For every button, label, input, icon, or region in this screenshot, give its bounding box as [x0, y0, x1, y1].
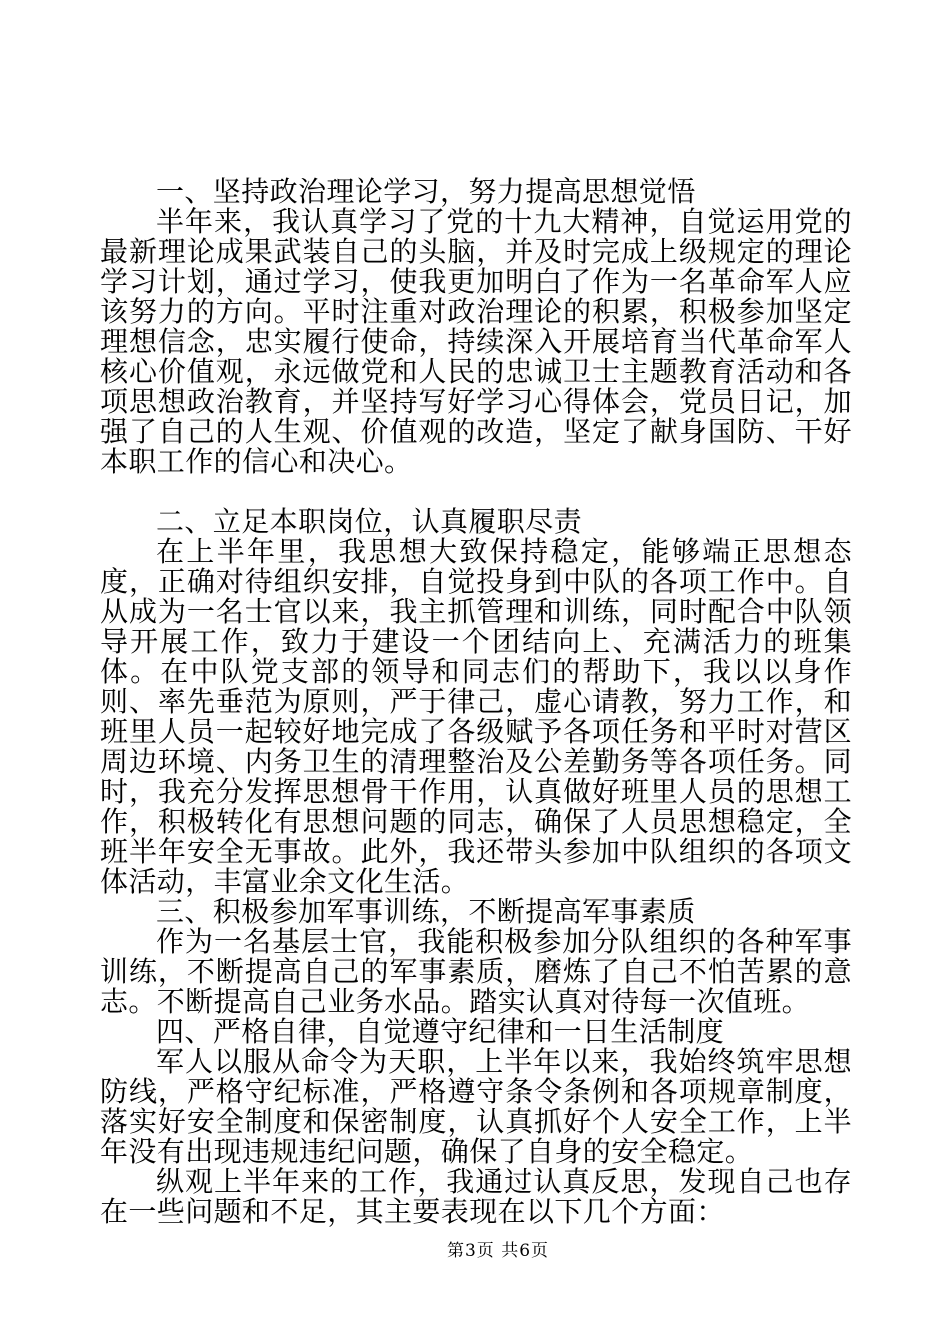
body-paragraph: 军人以服从命令为天职，上半年以来，我始终筑牢思想防线，严格守纪标准，严格遵守条令条例和各项规章制度，落实好安全制度和保密制度，认真抓好个人安全工作，上半年没有出现违规违纪问题，确保了自身的安全稳定。 — [100, 1045, 852, 1168]
document-content — [100, 177, 852, 1227]
section-heading: 四、严格自律，自觉遵守纪律和一日生活制度 — [156, 1015, 725, 1048]
body-paragraph: 作为一名基层士官，我能积极参加分队组织的各种军事训练，不断提高自己的军事素质，磨炼了自己不怕苦累的意志。不断提高自己业务水品。踏实认真对待每一次值班。 — [100, 925, 852, 1018]
section-heading: 一、坚持政治理论学习，努力提高思想觉悟 — [156, 175, 696, 208]
section-heading: 二、立足本职岗位，认真履职尽责 — [156, 505, 583, 538]
page-footer — [0, 1241, 950, 1261]
page-number-label: 第3页 共6页 — [446, 1241, 550, 1261]
body-paragraph: 纵观上半年来的工作，我通过认真反思，发现自己也存在一些问题和不足，其主要表现在以下几个方面： — [100, 1165, 852, 1228]
body-paragraph: 在上半年里，我思想大致保持稳定，能够端正思想态度，正确对待组织安排，自觉投身到中队的各项工作中。自从成为一名士官以来，我主抓管理和训练，同时配合中队领导开展工作，致力于建设一个团结向上、充满活力的班集体。在中队党支部的领导和同志们的帮助下，我以以身作则、率先垂范为原则，严于律己，虚心请教，努力工作，和班里人员一起较好地完成了各级赋予各项任务和平时对营区周边环境、内务卫生的清理整治及公差勤务等各项任务。同时，我充分发挥思想骨干作用，认真做好班里人员的思想工作，积极转化有思想问题的同志，确保了人员思想稳定，全班半年安全无事故。此外，我还带头参加中队组织的各项文体活动，丰富业余文化生活。 — [100, 535, 852, 898]
body-paragraph: 半年来，我认真学习了党的十九大精神，自觉运用党的最新理论成果武装自己的头脑，并及时完成上级规定的理论学习计划，通过学习，使我更加明白了作为一名革命军人应该努力的方向。平时注重对政治理论的积累，积极参加坚定理想信念，忠实履行使命，持续深入开展培育当代革命军人核心价值观，永远做党和人民的忠诚卫士主题教育活动和各项思想政治教育，并坚持写好学习心得体会，党员日记，加强了自己的人生观、价值观的改造，坚定了献身国防、干好本职工作的信心和决心。 — [100, 205, 852, 478]
blank-line — [100, 477, 852, 507]
section-heading: 三、积极参加军事训练，不断提高军事素质 — [156, 895, 696, 928]
